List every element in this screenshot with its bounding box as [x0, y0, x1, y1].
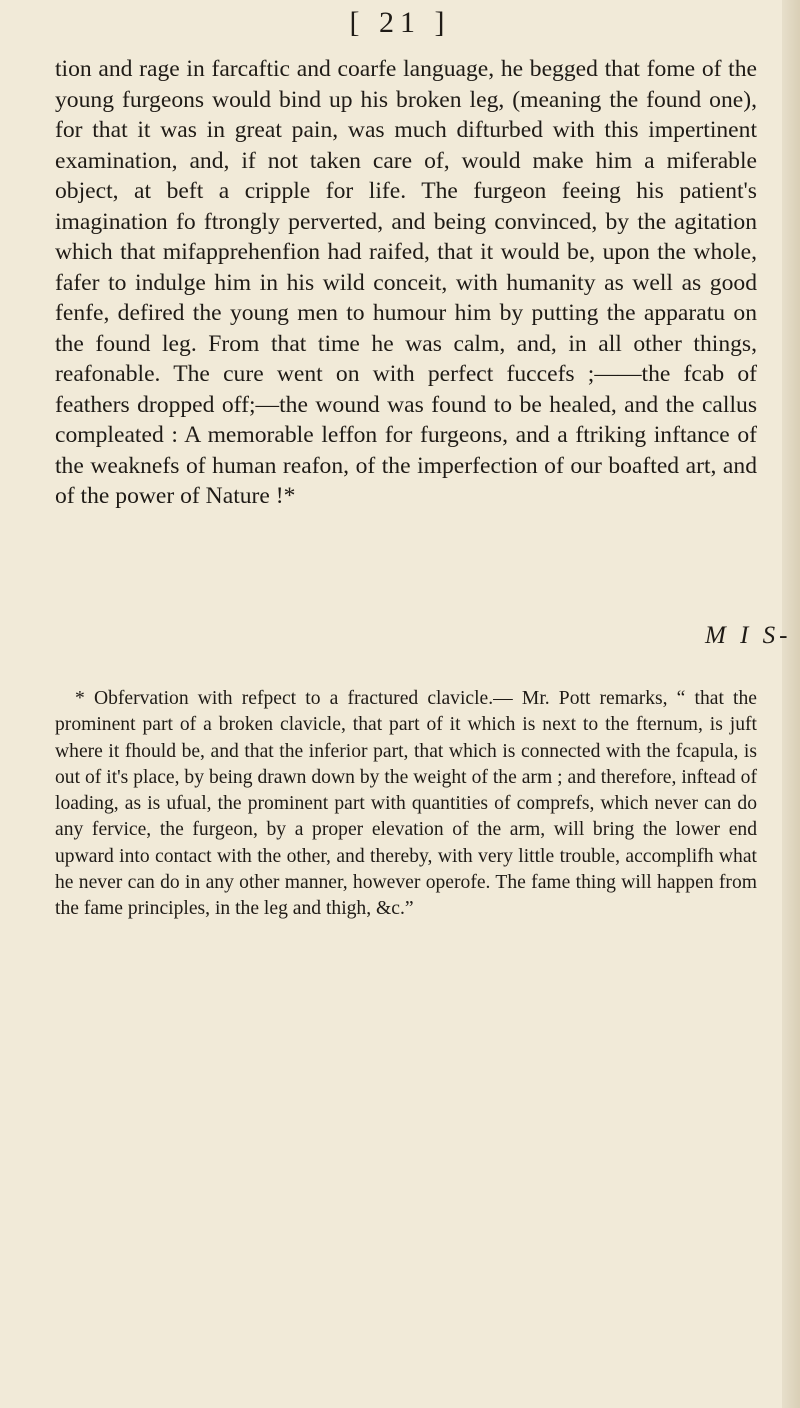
- page-edge: [782, 0, 800, 1408]
- main-paragraph: tion and rage in farcaftic and coarfe language, he begged that fome of the young furgeons would bind up his broken leg, (meaning the found one), for that it was in great pain, was much difturbed with this impertinent examination, and, if not taken care of, would make him a miferable object, at beft a cripple for life. The furgeon feeing his patient's imagination fo ftrongly perverted, and being convinced, by the agitation which that mifapprehenfion had raifed, that it would be, upon the whole, fafer to indulge him in his wild conceit, with humanity as well as good fenfe, defired the young men to humour him by putting the apparatu on the found leg. From that time he was calm, and, in all other things, reafonable. The cure went on with perfect fuccefs ;——the fcab of feathers dropped off;—the wound was found to be healed, and the callus compleated : A memorable leffon for furgeons, and a ftriking inftance of the weaknefs of human reafon, of the imperfection of our boafted art, and of the power of Nature !*: [55, 56, 757, 509]
- catchword-signature: M I S-: [705, 622, 792, 649]
- body-text: [55, 54, 757, 512]
- footnote: [55, 686, 757, 923]
- page-number: [ 21 ]: [349, 6, 451, 39]
- footnote-text: * Obfervation with refpect to a fractured clavicle.— Mr. Pott remarks, “ that the prominent part of a broken clavicle, that part of it which is next to the fternum, is juft where it fhould be, and that the inferior part, that which is connected with the fcapula, is out of it's place, by being drawn down by the weight of the arm ; and therefore, inftead of loading, as is ufual, the prominent part with quantities of comprefs, which never can do any fervice, the furgeon, by a proper elevation of the arm, will bring the lower end upward into contact with the other, and thereby, with very little trouble, accomplifh what he never can do in any other manner, however operofe. The fame thing will happen from the fame principles, in the leg and thigh, &c.”: [55, 688, 757, 920]
